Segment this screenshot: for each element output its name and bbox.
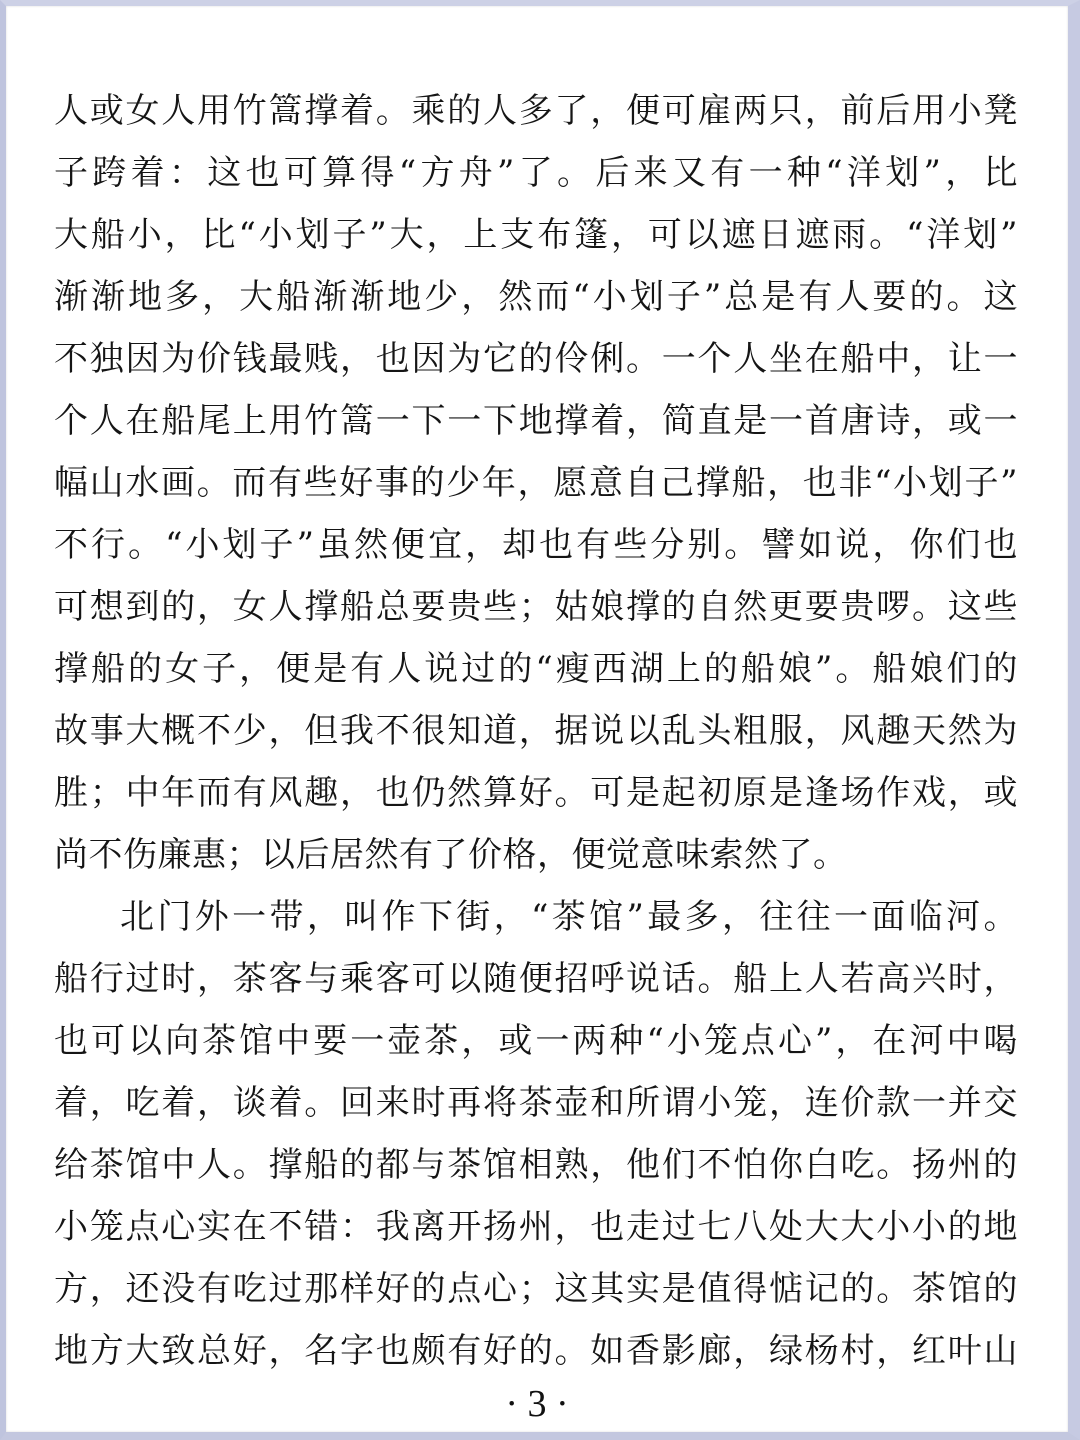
text-line-paragraph-end: 尚不伤廉惠；以后居然有了价格，便觉意味索然了。 <box>54 835 848 875</box>
text-line: 给茶馆中人。撑船的都与茶馆相熟，他们不怕你白吃。扬州的 <box>54 1145 1018 1185</box>
text-line: 方，还没有吃过那样好的点心；这其实是值得惦记的。茶馆的 <box>54 1269 1018 1309</box>
text-body <box>54 80 1018 1382</box>
text-line: 撑船的女子，便是有人说过的“瘦西湖上的船娘”。船娘们的 <box>54 649 1018 689</box>
text-line: 不行。“小划子”虽然便宜，却也有些分别。譬如说，你们也 <box>54 525 1018 565</box>
text-line: 人或女人用竹篙撑着。乘的人多了，便可雇两只，前后用小凳 <box>54 91 1018 131</box>
text-line-paragraph-start: 北门外一带，叫作下街，“茶馆”最多，往往一面临河。 <box>120 897 1018 937</box>
text-line: 大船小，比“小划子”大，上支布篷，可以遮日遮雨。“洋划” <box>54 215 1018 255</box>
text-line: 船行过时，茶客与乘客可以随便招呼说话。船上人若高兴时， <box>54 959 1018 999</box>
text-line: 不独因为价钱最贱，也因为它的伶俐。一个人坐在船中，让一 <box>54 339 1018 379</box>
page-sheet <box>6 6 1068 1432</box>
text-line: 故事大概不少，但我不很知道，据说以乱头粗服，风趣天然为 <box>54 711 1018 751</box>
text-line: 渐渐地多，大船渐渐地少，然而“小划子”总是有人要的。这 <box>54 277 1018 317</box>
text-line: 子跨着：这也可算得“方舟”了。后来又有一种“洋划”，比 <box>54 153 1018 193</box>
text-line: 个人在船尾上用竹篙一下一下地撑着，简直是一首唐诗，或一 <box>54 401 1018 441</box>
text-line: 地方大致总好，名字也颇有好的。如香影廊，绿杨村，红叶山 <box>54 1331 1018 1371</box>
text-line: 着，吃着，谈着。回来时再将茶壶和所谓小笼，连价款一并交 <box>54 1083 1018 1123</box>
text-line: 可想到的，女人撑船总要贵些；姑娘撑的自然更要贵啰。这些 <box>54 587 1018 627</box>
text-line: 幅山水画。而有些好事的少年，愿意自己撑船，也非“小划子” <box>54 463 1018 503</box>
text-line: 也可以向茶馆中要一壶茶，或一两种“小笼点心”，在河中喝 <box>54 1021 1018 1061</box>
page-number: · 3 · <box>505 1383 569 1425</box>
text-line: 胜；中年而有风趣，也仍然算好。可是起初原是逢场作戏，或 <box>54 773 1018 813</box>
text-line: 小笼点心实在不错：我离开扬州，也走过七八处大大小小的地 <box>54 1207 1018 1247</box>
